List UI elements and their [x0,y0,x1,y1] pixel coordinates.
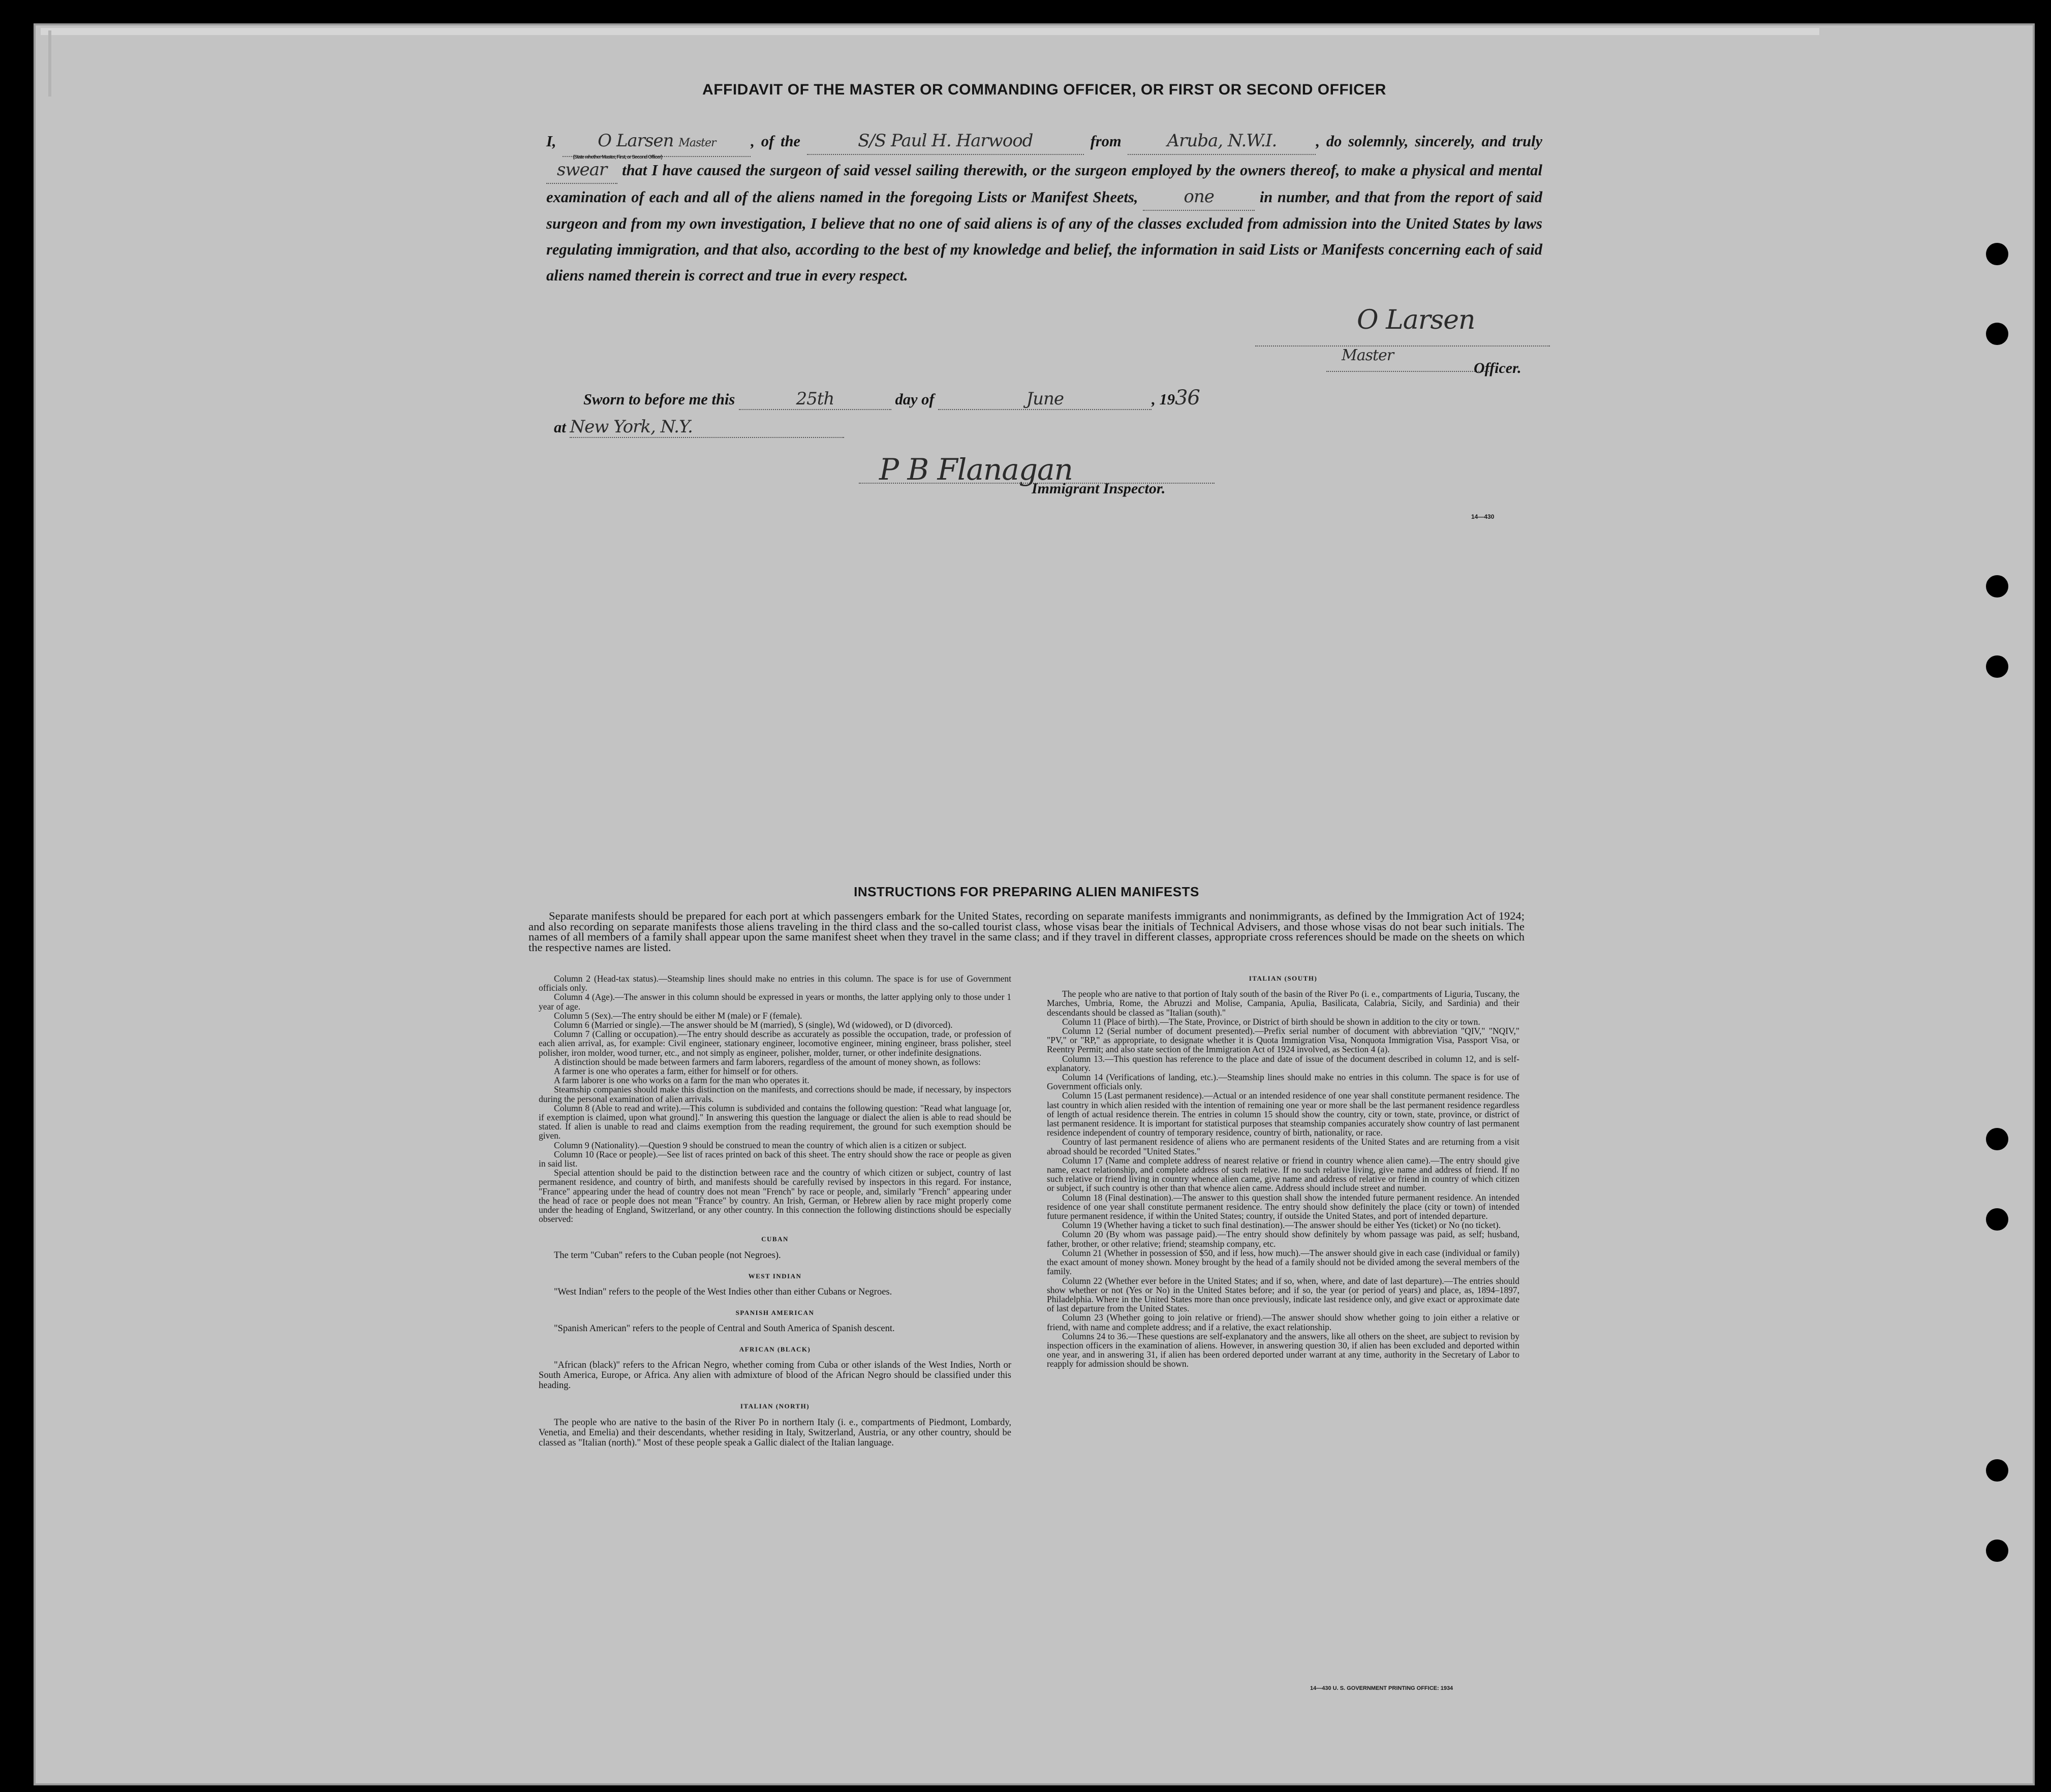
heading-spanish-american: SPANISH AMERICAN [735,1308,815,1316]
inspector-label: Immigrant Inspector. [1032,480,1166,497]
left-paragraphs [539,974,1011,1223]
affidavit-body-1: that I have caused the surgeon of said vessel sailing therewith, or the surgeon employed by the owners thereof, to make a physical and mental examination of each and all of the aliens named in the foregoing Lists or Manifest Sheets, [546,162,1542,206]
instruction-paragraph: A farmer is one who operates a farm, either for himself or for others. [554,1066,798,1077]
cuban-text: The term "Cuban" refers to the Cuban people (not Negroes). [554,1250,781,1261]
ship-name: S/S Paul H. Harwood [858,131,1033,151]
instruction-paragraph: Column 12 (Serial number of document presented).—Prefix serial number of document with abbreviation "QIV," "NQIV," "PV," or "RP," as appropriate, to designate whether it is Quota Immigration Visa, Nonquota Immigration Visa, Passport Visa, or Reentry Permit; and also state section of the Immigration Act of 1924 involved, as Section 4 (a). [1047,1026,1519,1055]
instruction-paragraph: Column 11 (Place of birth).—The State, Province, or District of birth should be shown in addition to the city or town. [1062,1016,1480,1027]
instruction-paragraph: Steamship companies should make this distinction on the manifests, and corrections should be made, if necessary, by inspectors during the personal examination of alien arrivals. [539,1084,1011,1104]
instructions-left-column [539,974,1011,1448]
heading-italian-north: ITALIAN (NORTH) [740,1402,810,1410]
punch-hole [1986,1128,2008,1150]
instructions-intro: Separate manifests should be prepared for each port at which passengers embark for the United States, recording on separate manifests immigrants and nonimmigrants, as defined by the Immigration Act of 1924; and also recording on separate manifests those aliens traveling in the third class and the so-called tourist class, whose visas bear the initials of Technical Advisers, and those whose visas do not bear such initials. The names of all members of a family shall appear upon the same manifest sheet when they travel in the same class; and if they travel in different classes, appropriate cross references should be made on the sheets on which the respective names are listed. [529,909,1525,954]
inspector-signature-text: P B Flanagan [879,452,1073,487]
month-field [938,389,1152,410]
instruction-paragraph: Special attention should be paid to the distinction between race and the country of which citizen or subject, country of last permanent residence, and country of birth, and manifests should be carefully revised by inspectors in this regard. For instance, "France" appearing under the head of country does not mean "French" by race or people, and, similarly "French" appearing under the head of race or people does not mean "France" by country. An Irish, German, or Hebrew alien by race might properly come under the heading of England, Switzerland, or any other country. In this connection the following distinctions should be especially observed: [539,1168,1011,1224]
ship-name-field [807,128,1084,155]
instruction-paragraph: Column 5 (Sex).—The entry should be either M (male) or F (female). [554,1010,802,1021]
affidavit-of: , of the [751,133,800,150]
instruction-paragraph: Column 14 (Verifications of landing, etc.).—Steamship lines should make no entries in this column. The space is for use of Government officials only. [1047,1072,1519,1092]
master-signature [1255,300,1550,347]
punch-hole [1986,655,2008,678]
month-value: June [1026,389,1064,409]
port-field [1128,128,1316,155]
port-name: Aruba, N.W.I. [1167,131,1277,151]
heading-italian-south: ITALIAN (SOUTH) [1249,974,1318,982]
sheet-top-edge [41,28,1819,35]
punch-hole [1986,1459,2008,1482]
punch-hole [1986,323,2008,345]
master-signature-text: O Larsen [1357,305,1475,335]
instruction-paragraph: Column 6 (Married or single).—The answer should be M (married), S (single), Wd (widowed), or D (divorced). [554,1020,953,1030]
form-number: 14—430 [1471,513,1495,520]
instruction-paragraph: Column 21 (Whether in possession of $50, and if less, how much).—The answer should give in each case (individual or family) the exact amount of money shown. Money brought by the head of a family should not be divided among the several members of the family. [1047,1247,1519,1277]
instructions-right-column [1047,974,1519,1369]
instructions-columns [529,974,1525,1695]
place-line [554,417,844,438]
instruction-paragraph: The people who are native to that portion of Italy south of the basin of the River Po (i. e., compartments of Liguria, Tuscany, the Marches, Umbria, Rome, the Abruzzi and Molise, Campania, Apulia, Basilicata, Calabria, Sicily, and Sardinia) and their descendants should be classed as "Italian (south)." [1047,989,1519,1018]
instruction-paragraph: Column 9 (Nationality).—Question 9 should be construed to mean the country of which alien is a citizen or subject. [554,1140,967,1150]
punch-hole [1986,575,2008,598]
officer-rank-signature [1326,345,1489,372]
day-field [739,389,891,410]
officer-rank-text: Master [1342,347,1394,364]
at-text: at [554,419,566,436]
year-value: 36 [1174,386,1200,410]
day-of-text: day of [895,391,935,408]
instruction-paragraph: Column 20 (By whom was passage paid).—The entry should show definitely by whom passage was paid, as self; husband, father, brother, or other relative; friend; steamship company, etc. [1047,1229,1519,1249]
affidavit-from: from [1090,133,1122,150]
affidavit-section [546,81,1542,289]
sworn-line [583,386,1200,410]
master-rank: Master [678,137,716,149]
affidavit-solemnly: solemnly, sincerely, and truly [1348,133,1543,150]
count-value: one [1184,186,1214,207]
count-field [1143,184,1255,211]
day-value: 25th [796,389,834,409]
punch-hole [1986,1539,2008,1562]
west-indian-text: "West Indian" refers to the people of the West Indies other than either Cubans or Negroes. [554,1286,892,1297]
instruction-paragraph: Column 22 (Whether ever before in the United States; and if so, when, where, and date of last departure).—The entries should show whether or not (Yes or No) in the United States before; and if so, the year (or period of years) and place, as, 1894–1897, Philadelphia. Where in the United States more than once previously, indicate last residence only, and give exact or approximate date of last departure from the United States. [1047,1275,1519,1314]
instruction-paragraph: A farm laborer is one who works on a farm for the man who operates it. [554,1075,810,1086]
master-name-field [563,128,751,160]
instruction-paragraph: Column 23 (Whether going to join relative or friend).—The answer should show whether going to join either a relative or friend, with name and complete address; and if a relative, the exact relationship. [1047,1312,1519,1332]
instruction-paragraph: Column 10 (Race or people).—See list of races printed on back of this sheet. The entry should show the race or people as given in said list. [539,1149,1011,1169]
instruction-paragraph: Columns 24 to 36.—These questions are self-explanatory and the answers, like all others on the sheet, are subject to revision by inspection officers in the examination of aliens. However, in answering question 30, if alien has been excluded and deported within one year, and in answering 31, if alien has been ordered deported under warrant at any time, authority in the Secretary of Labor to reapply for admission should be shown. [1047,1331,1519,1369]
affidavit-body [546,128,1542,289]
instructions-section [529,884,1525,1695]
heading-west-indian: WEST INDIAN [748,1272,802,1280]
instruction-paragraph: Country of last permanent residence of aliens who are permanent residents of the United States and are returning from a visit abroad should be recorded "United States." [1047,1137,1519,1156]
right-paragraphs [1047,989,1519,1368]
instruction-paragraph: Column 18 (Final destination).—The answer to this question shall show the intended future permanent residence. An intended residence of one year shall constitute permanent residence. The entry should show definitely the place (city or town) of intended future permanent residence, if within the United States; country, if outside the United States, and port of intended departure. [1047,1192,1519,1221]
instruction-paragraph: Column 17 (Name and complete address of nearest relative or friend in country whence alien came).—The entry should give name, exact relationship, and complete address of such relative. If no such relative living, give name and address of friend. If no such relative or friend living in country whence alien came, give name and address of relative or friend in country of which citizen or subject, if such country is other than that whence alien came. Address should include street and number. [1047,1155,1519,1193]
instruction-paragraph: Column 13.—This question has reference to the place and date of issue of the document described in column 12, and is self-explanatory. [1047,1053,1519,1073]
heading-cuban: CUBAN [761,1235,789,1243]
affidavit-body-2: in number, and that from the report of said surgeon and from my own investigation, I believe that no one of said aliens is of any of the classes excluded from admission into the United States by laws regulating immigration, and that also, according to the best of my knowledge and belief, the information in said Lists or Manifests concerning each of said aliens named therein is correct and true in every respect. [546,188,1543,284]
swear-word: swear [556,160,607,180]
italian-north-text: The people who are native to the basin of the River Po in northern Italy (i. e., compartments of Piedmont, Lombardy, Venetia, and Emelia) and their descendants, whether residing in Italy, Switzerland, Austria, or any other country, should be classed as "Italian (north)." Most of these people speak a Gallic dialect of the Italian language. [539,1417,1011,1448]
swear-field [546,157,617,184]
affidavit-i: I, [546,133,556,150]
instructions-title: INSTRUCTIONS FOR PREPARING ALIEN MANIFESTS [854,884,1199,899]
officer-label: Officer. [1474,360,1521,376]
african-text: "African (black)" refers to the African Negro, whether coming from Cuba or other islands of the West Indies, North or South America, Europe, or Africa. Any alien with admixture of blood of the African Negro should be classified under this heading. [539,1360,1011,1391]
instruction-paragraph: Column 7 (Calling or occupation).—The entry should describe as accurately as possible the occupation, trade, or profession of each alien arrival, as, for example: Civil engineer, stationary engineer, locomotive engineer, mining engineer, brass polisher, steel polisher, iron molder, wood turner, etc., and not simply as engineer, polisher, molder, turner, or other indefinite designations. [539,1029,1011,1058]
instruction-paragraph: Column 19 (Whether having a ticket to such final destination).—The answer should be either Yes (ticket) or No (no ticket). [1062,1220,1501,1231]
spanish-american-text: "Spanish American" refers to the people of Central and South America of Spanish descent. [554,1324,895,1334]
instruction-paragraph: Column 15 (Last permanent residence).—Actual or an intended residence of one year shall constitute permanent residence. The last country in which alien resided with the intention of remaining one year or more shall be the last permanent residence regardless of length of actual residence therein. The entries in column 15 should show the country, city or town, state, province, or district of last permanent residence. It is important for statistical purposes that steamship companies accurately show country of last permanent residence independent of country of temporary residence, country of birth, nationality, or race. [1047,1090,1519,1138]
instruction-paragraph: Column 2 (Head-tax status).—Steamship lines should make no entries in this column. The space is for use of Government officials only. [539,973,1011,993]
punch-hole [1986,1208,2008,1231]
printing-office-footer: 14—430 U. S. GOVERNMENT PRINTING OFFICE: 1934 [1310,1685,1453,1691]
fold-crease [48,30,51,97]
affidavit-do: , do [1316,133,1342,150]
rank-note: (State whether Master, First, or Second Officer) [573,154,662,160]
instruction-paragraph: A distinction should be made between farmers and farm laborers, regardless of the amount of money shown, as follows: [554,1056,981,1067]
affidavit-title: AFFIDAVIT OF THE MASTER OR COMMANDING OFFICER, OR FIRST OR SECOND OFFICER [702,81,1386,98]
instruction-paragraph: Column 8 (Able to read and write).—This column is subdivided and contains the following question: "Read what language [or, if exemption is claimed, upon what ground]." In answering this question the language or dialect the alien is able to read should be stated. If alien is unable to read and claims exemption from the reading requirement, the ground for such exemption should be given. [539,1103,1011,1141]
instruction-paragraph: Column 4 (Age).—The answer in this column should be expressed in years or months, the latter applying only to those under 1 year of age. [539,992,1011,1012]
punch-hole [1986,243,2008,265]
place-field [570,417,844,438]
heading-african: AFRICAN (BLACK) [739,1345,811,1354]
place-value: New York, N.Y. [570,417,693,437]
year-prefix: , 19 [1152,391,1175,408]
sworn-text: Sworn to before me this [583,391,735,408]
master-name: O Larsen [598,131,674,151]
